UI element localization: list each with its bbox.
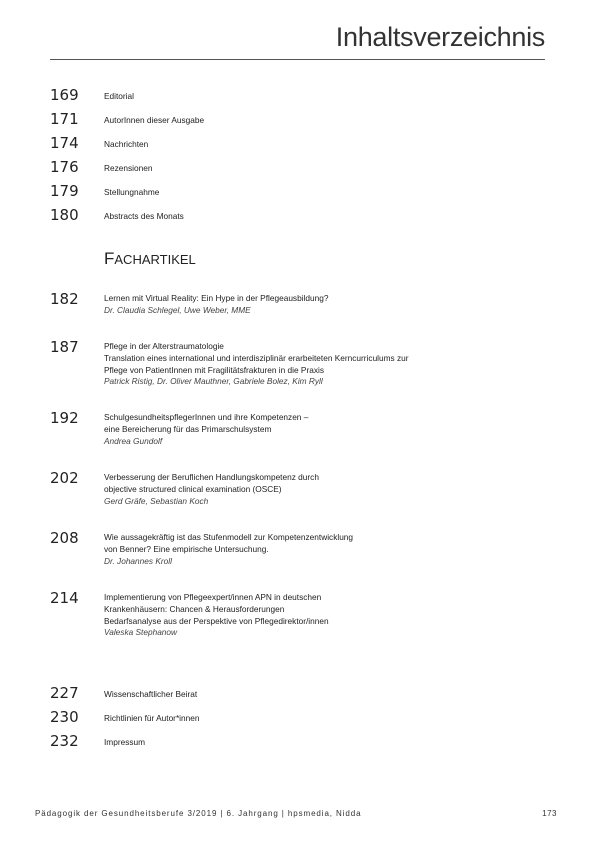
article-title-line: Pflege in der Alterstraumatologie bbox=[104, 341, 224, 351]
footer-publication: Pädagogik der Gesundheitsberufe 3/2019 | 6. Jahrgang | hpsmedia, Nidda bbox=[35, 809, 362, 818]
article-title-line: Bedarfsanalyse aus der Perspektive von Pflegedirektor/innen bbox=[104, 615, 329, 626]
page-number: 232 bbox=[50, 732, 79, 750]
page-number: 182 bbox=[50, 290, 79, 308]
article-text bbox=[104, 592, 329, 639]
page-number: 171 bbox=[50, 110, 79, 128]
page-number: 174 bbox=[50, 134, 79, 152]
article-title-line: Krankenhäusern: Chancen & Herausforderungen bbox=[104, 603, 285, 614]
section-heading-initial: F bbox=[104, 249, 115, 268]
article-title-line: von Benner? Eine empirische Untersuchung. bbox=[104, 543, 269, 554]
article-authors: Gerd Gräfe, Sebastian Koch bbox=[104, 495, 209, 506]
title-divider bbox=[50, 59, 545, 60]
article-text bbox=[104, 472, 319, 507]
article-title-line: Translation eines international und interdisziplinär erarbeiteten Kerncurriculums zur bbox=[104, 352, 409, 363]
page-number: 169 bbox=[50, 86, 79, 104]
page-number: 208 bbox=[50, 529, 79, 547]
footer-page-number: 173 bbox=[542, 809, 557, 818]
entry-title: Stellungnahme bbox=[104, 187, 160, 197]
section-heading bbox=[104, 249, 196, 269]
page-title: Inhaltsverzeichnis bbox=[335, 22, 545, 52]
article-text bbox=[104, 412, 308, 447]
page-number: 187 bbox=[50, 338, 79, 356]
article-title-line: SchulgesundheitspflegerInnen und ihre Kompetenzen – bbox=[104, 412, 309, 422]
entry-title: Wissenschaftlicher Beirat bbox=[104, 689, 198, 699]
entry-title: Nachrichten bbox=[104, 139, 149, 149]
article-title-line: objective structured clinical examination (OSCE) bbox=[104, 483, 282, 494]
article-authors: Dr. Claudia Schlegel, Uwe Weber, MME bbox=[104, 304, 251, 315]
entry-title: Rezensionen bbox=[104, 163, 153, 173]
page-number: 179 bbox=[50, 182, 79, 200]
article-title-line: Implementierung von Pflegeexpert/innen APN in deutschen bbox=[104, 592, 322, 602]
section-heading-rest: ACHARTIKEL bbox=[114, 252, 196, 267]
page-number: 230 bbox=[50, 708, 79, 726]
entry-title: Impressum bbox=[104, 737, 146, 747]
entry-title: Richtlinien für Autor*innen bbox=[104, 713, 200, 723]
page-number: 176 bbox=[50, 158, 79, 176]
article-title-line: Pflege von PatientInnen mit Fragilitätsfrakturen in die Praxis bbox=[104, 364, 324, 375]
article-title-line: Verbesserung der Beruflichen Handlungskompetenz durch bbox=[104, 472, 319, 482]
page-number: 192 bbox=[50, 409, 79, 427]
article-authors: Valeska Stephanow bbox=[104, 627, 178, 638]
page-number: 180 bbox=[50, 206, 79, 224]
entry-title: AutorInnen dieser Ausgabe bbox=[104, 115, 205, 125]
article-title-line: Lernen mit Virtual Reality: Ein Hype in der Pflegeausbildung? bbox=[104, 293, 329, 303]
article-text bbox=[104, 293, 328, 317]
page-number: 227 bbox=[50, 684, 79, 702]
entry-title: Abstracts des Monats bbox=[104, 211, 184, 221]
article-authors: Dr. Johannes Kroll bbox=[104, 555, 172, 566]
article-text bbox=[104, 341, 409, 388]
article-title-line: eine Bereicherung für das Primarschulsystem bbox=[104, 423, 272, 434]
article-authors: Andrea Gundolf bbox=[104, 435, 163, 446]
article-text bbox=[104, 532, 353, 567]
page-number: 214 bbox=[50, 589, 79, 607]
article-authors: Patrick Ristig, Dr. Oliver Mauthner, Gabriele Bolez, Kim Ryll bbox=[104, 376, 323, 387]
entry-title: Editorial bbox=[104, 91, 134, 101]
page-number: 202 bbox=[50, 469, 79, 487]
article-title-line: Wie aussagekräftig ist das Stufenmodell zur Kompetenzentwicklung bbox=[104, 532, 354, 542]
page-footer bbox=[35, 809, 557, 818]
